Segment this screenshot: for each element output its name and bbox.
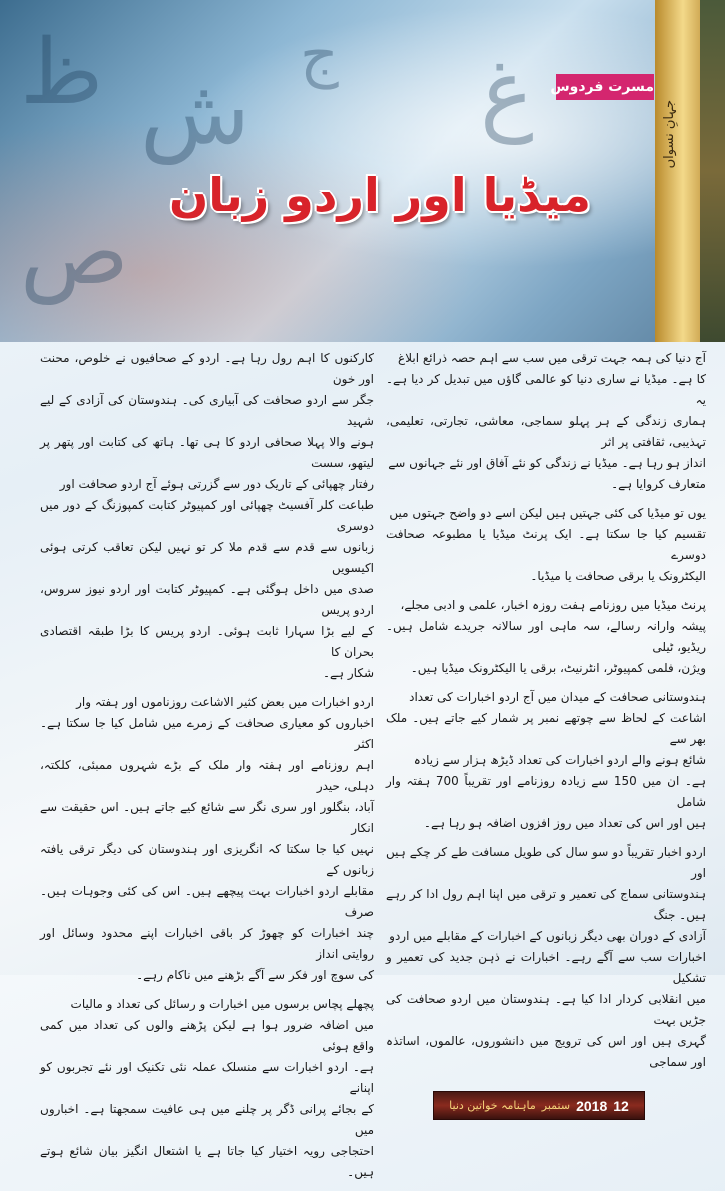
text-line: کارکنوں کا اہم رول رہا ہے۔ اردو کے صحافیوں نے خلوص، محنت اور خون [40, 351, 374, 386]
text-line: جگر سے اردو صحافت کی آبیاری کی۔ ہندوستان کی آزادی کے لیے شہید [40, 393, 374, 428]
paragraph [40, 692, 374, 986]
text-line: ہماری زندگی کے ہر پہلو سماجی، معاشی، تجارتی، تعلیمی، تہذیبی، ثقافتی پر اثر [386, 414, 706, 449]
text-line: پرنٹ میڈیا میں روزنامے ہفت روزہ اخبار، علمی و ادبی مجلے، [400, 598, 706, 612]
text-line: اہم روزنامے اور ہفتہ وار ملک کے بڑے شہروں ممبئی، کلکتہ، دہلی، حیدر [40, 758, 374, 793]
author-name: مسرت فردوس [556, 74, 654, 100]
section-strip-edge [700, 0, 725, 342]
paragraph [40, 994, 374, 1183]
text-line: اخبارات سب سے آگے رہے۔ اخبارات نے ذہن جدید کی تعمیر و تشکیل [386, 950, 706, 985]
paragraph [386, 503, 706, 587]
text-line: آباد، بنگلور اور سری نگر سے شائع کیے جاتے ہیں۔ اس حقیقت سے انکار [40, 800, 374, 835]
text-line: نہیں کیا جا سکتا کہ انگریزی اور ہندوستان کی دیگر ترقی یافتہ زبانوں کے [40, 842, 374, 877]
decorative-letter: ص [20, 200, 129, 305]
text-line: کی سوچ اور فکر سے آگے بڑھنے میں ناکام رہے۔ [136, 968, 374, 982]
article-title: میڈیا اور اردو زبان [169, 168, 591, 222]
decorative-letter: غ [480, 40, 534, 145]
text-line: مقابلے اردو اخبارات بہت پیچھے ہیں۔ اس کی کئی وجوہات ہیں۔ صرف [40, 884, 374, 919]
text-line: اشاعت کے لحاظ سے چوتھے نمبر پر شمار کیے جاتے ہیں۔ ملک بھر سے [386, 711, 706, 746]
text-line: شکار ہے۔ [322, 666, 374, 680]
text-line: میں انقلابی کردار ادا کیا ہے۔ ہندوستان میں اردو صحافت کی جڑیں بہت [386, 992, 706, 1027]
right-column [386, 348, 706, 1120]
text-line: اخباروں کو معیاری صحافت کے زمرے میں شامل کیا جا سکتا ہے۔ اکثر [40, 716, 374, 751]
text-line: چند اخبارات کو چھوڑ کر باقی اخبارات اپنے محدود وسائل اور روایتی انداز [40, 926, 374, 961]
section-label: جہانِ نسواں [662, 100, 677, 169]
text-line: میں اضافہ ضرور ہوا ہے لیکن پڑھنے والوں کی تعداد میں کمی واقع ہوئی [40, 1018, 374, 1053]
text-line: کے بجائے پرانی ڈگر پر چلنے میں ہی عافیت سمجھتا ہے۔ اخباروں میں [40, 1102, 374, 1137]
text-line: کا ہے۔ میڈیا نے ساری دنیا کو عالمی گاؤں میں تبدیل کر دیا ہے۔ یہ [386, 372, 706, 407]
issue-month: ستمبر [541, 1099, 571, 1112]
text-line: اردو اخبارات میں بعض کثیر الاشاعت روزناموں اور ہفتہ وار [76, 695, 374, 709]
issue-year: 2018 [576, 1097, 608, 1114]
text-line: الیکٹرونک یا برقی صحافت یا میڈیا۔ [530, 569, 706, 583]
text-line: انداز ہو رہا ہے۔ میڈیا نے زندگی کو نئے آفاق اور نئے جہانوں سے [388, 456, 706, 470]
text-line: ہندوستانی سماج کی تعمیر و ترقی میں اپنا اہم رول ادا کر رہے ہیں۔ جنگ [386, 887, 706, 922]
decorative-letter: ج [300, 20, 339, 90]
paragraph [386, 687, 706, 834]
text-line: ہیں اور اس کی تعداد میں روز افزوں اضافہ ہو رہا ہے۔ [423, 816, 706, 830]
paragraph [386, 595, 706, 679]
text-line: ہونے والا پہلا صحافی اردو کا ہی تھا۔ ہاتھ کی کتابت اور پتھر پر لیتھو، سست [40, 435, 374, 470]
page-footer [433, 1091, 645, 1120]
paragraph [40, 348, 374, 684]
page-number: 12 [613, 1097, 629, 1114]
left-column [40, 348, 374, 1191]
text-line: پچھلے پچاس برسوں میں اخبارات و رسائل کی تعداد و مالیات [70, 997, 374, 1011]
text-line: یوں تو میڈیا کی کئی جہتیں ہیں لیکن اسے دو واضح جہتوں میں [389, 506, 706, 520]
header-banner [0, 0, 725, 342]
text-line: ویژن، فلمی کمپیوٹر، انٹرنیٹ، برقی یا الیکٹرونک میڈیا ہیں۔ [410, 661, 706, 675]
text-line: شائع ہونے والے اردو اخبارات کی تعداد ڈیڑھ ہزار سے زیادہ [413, 753, 706, 767]
text-line: تقسیم کیا جا سکتا ہے۔ ایک پرنٹ میڈیا یا مطبوعہ صحافت دوسرے [386, 527, 706, 562]
text-line: ہے۔ ان میں 150 سے زیادہ روزنامے اور تقریباً 700 ہفتہ وار شامل [386, 774, 706, 809]
decorative-letter: ش [140, 60, 250, 165]
paragraph [386, 842, 706, 1073]
text-line: زبانوں سے قدم سے قدم ملا کر تو نہیں لیکن تعاقب کرتی ہوئی اکیسویں [40, 540, 374, 575]
text-line: ہندوستانی صحافت کے میدان میں آج اردو اخبارات کی تعداد [409, 690, 706, 704]
text-line: اردو اخبار تقریباً دو سو سال کی طویل مسافت طے کر چکے ہیں اور [386, 845, 706, 880]
magazine-name: ماہنامہ خواتین دنیا [449, 1099, 536, 1112]
text-line: کے لیے بڑا سہارا ثابت ہوئی۔ اردو پریس کا بڑا طبقہ اقتصادی بحران کا [40, 624, 374, 659]
text-line: آج دنیا کی ہمہ جہت ترقی میں سب سے اہم حصہ ذرائع ابلاغ [398, 351, 706, 365]
decorative-letter: ظ [20, 20, 104, 125]
text-line: ہے۔ اردو اخبارات سے منسلک عملہ نئی تکنیک اور نئے تجربوں کو اپنانے [40, 1060, 374, 1095]
text-line: متعارف کروایا ہے۔ [611, 477, 706, 491]
text-line: پیشہ وارانہ رسالے، سہ ماہی اور سالانہ جریدے شامل ہیں۔ ریڈیو، ٹیلی [386, 619, 706, 654]
text-line: آزادی کے دوران بھی دیگر زبانوں کے اخبارات کے مقابلے میں اردو [389, 929, 706, 943]
text-line: صدی میں داخل ہوگئی ہے۔ کمپیوٹر کتابت اور اردو نیوز سروس، اردو پریس [40, 582, 374, 617]
text-line: گہری ہیں اور اس کی ترویج میں دانشوروں، عالموں، اساتذہ اور سماجی [386, 1034, 706, 1069]
text-line: طباعت کلر آفسیٹ چھپائی اور کمپیوٹر کتابت کمپوزنگ کے دور میں دوسری [40, 498, 374, 533]
text-line: رفتار چھپائی کے تاریک دور سے گزرتی ہوئے آج اردو صحافت اور [59, 477, 374, 491]
paragraph [386, 348, 706, 495]
text-line: احتجاجی رویہ اختیار کیا جاتا ہے یا اشتعال انگیز بیان شائع ہوتے ہیں۔ [40, 1144, 374, 1179]
